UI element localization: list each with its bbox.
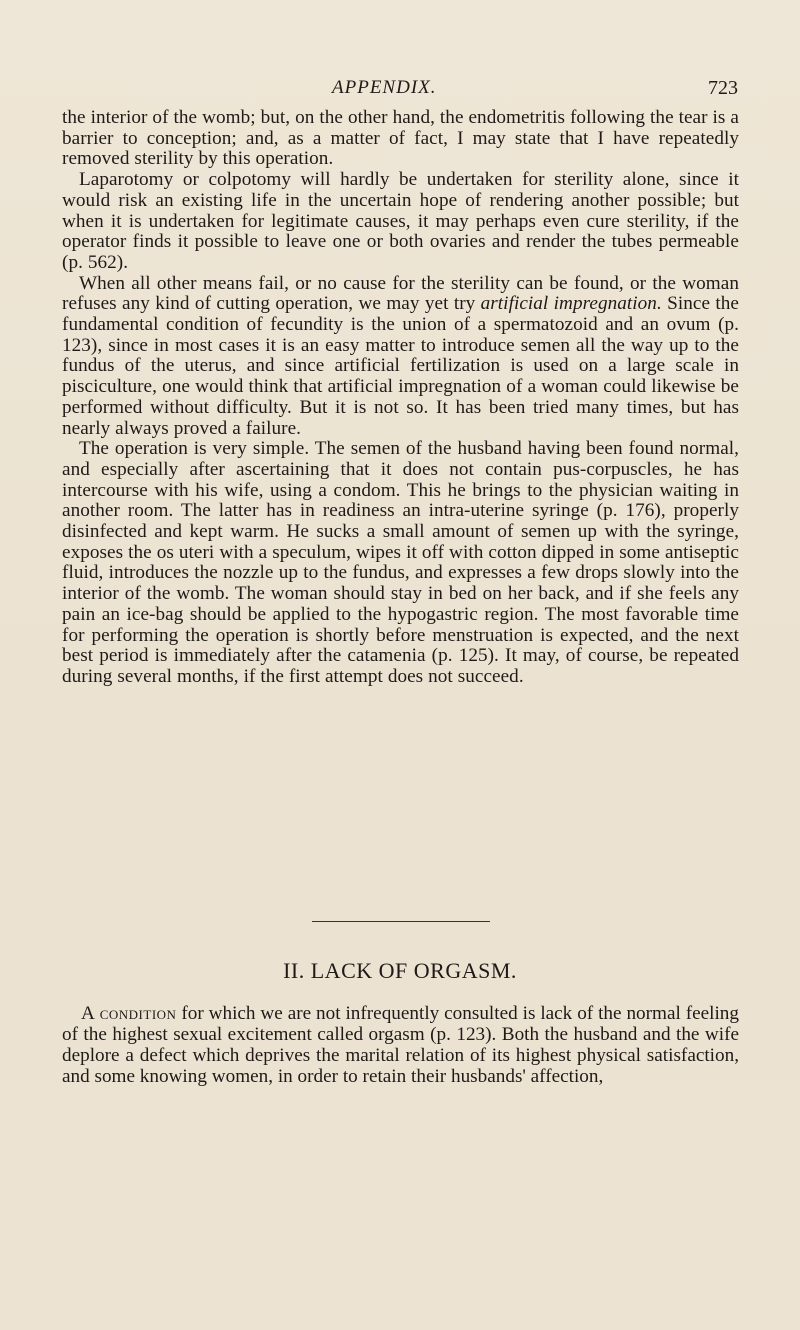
running-title: APPENDIX. [332,77,437,98]
impregnation-text-start: When all other means fail, or no cause for the sterility can be found, or the woman refuses any kind of cutting operation, we may yet try [62,272,739,315]
impregnation-emphasis: artificial impregnation. [480,293,662,315]
page-number: 723 [708,77,738,99]
section-lead-word: A condition [81,1003,177,1024]
paragraph-laparotomy: Laparotomy or colpotomy will hardly be undertaken for sterility alone, since it would risk an existing life in the uncertain hope of rendering another possible; but when it is undertaken for legitimate causes, it may perhaps even cure sterility, if the operator finds it possible to leave one or both ovaries and render the tubes permeable (p. 562). [62,169,739,273]
section-heading: II. LACK OF ORGASM. [283,958,517,983]
paragraph-operation: The operation is very simple. The semen of the husband having been found normal, and especially after ascertaining that it does not contain pus-corpuscles, he has intercourse with his wife, using a condom. This he brings to the physician waiting in another room. The latter has in readiness an intra-uterine syringe (p. 176), properly disinfected and kept warm. He sucks a small amount of semen up with the syringe, exposes the os uteri with a speculum, wipes it off with cotton dipped in some antiseptic fluid, introduces the nozzle up to the fundus, and expresses a few drops slowly into the interior of the womb. The woman should stay in bed on her back, and if she feels any pain an ice-bag should be applied to the hypogastric region. The most favorable time for performing the operation is shortly before menstruation is expected, and the next best period is immediately after the catamenia (p. 125). It may, of course, be repeated during several months, if the first attempt does not succeed. [62,438,739,687]
section-paragraph-text: for which we are not infrequently consulted is lack of the normal feeling of the highest sexual excitement called orgasm (p. 123). Both the husband and the wife deplore a defect which deprives the marital relation of its highest physical satisfaction, and some knowing women, in order to retain their husbands' affection, [62,1003,739,1087]
paragraph-lack-of-orgasm [62,1003,739,1087]
impregnation-text-end: Since the fundamental condition of fecundity is the union of a spermatozoid and an ovum (p. 123), since in most cases it is an easy matter to introduce semen all the way up to the fundus of the uterus, and since artificial fertilization is used on a large scale in pisciculture, one would think that artificial impregnation of a woman could likewise be performed without difficulty. But it is not so. It has been tried many times, but has nearly always proved a failure. [62,293,739,439]
body-text [62,108,739,688]
paragraph-womb-tear: the interior of the womb; but, on the other hand, the endometritis following the tear is a barrier to conception; and, as a matter of fact, I may state that I have repeatedly removed sterility by this operation. [62,107,739,170]
section-divider [312,921,490,922]
paragraph-artificial-impregnation [62,274,739,440]
running-header [0,74,800,102]
section-body [62,1003,739,1087]
